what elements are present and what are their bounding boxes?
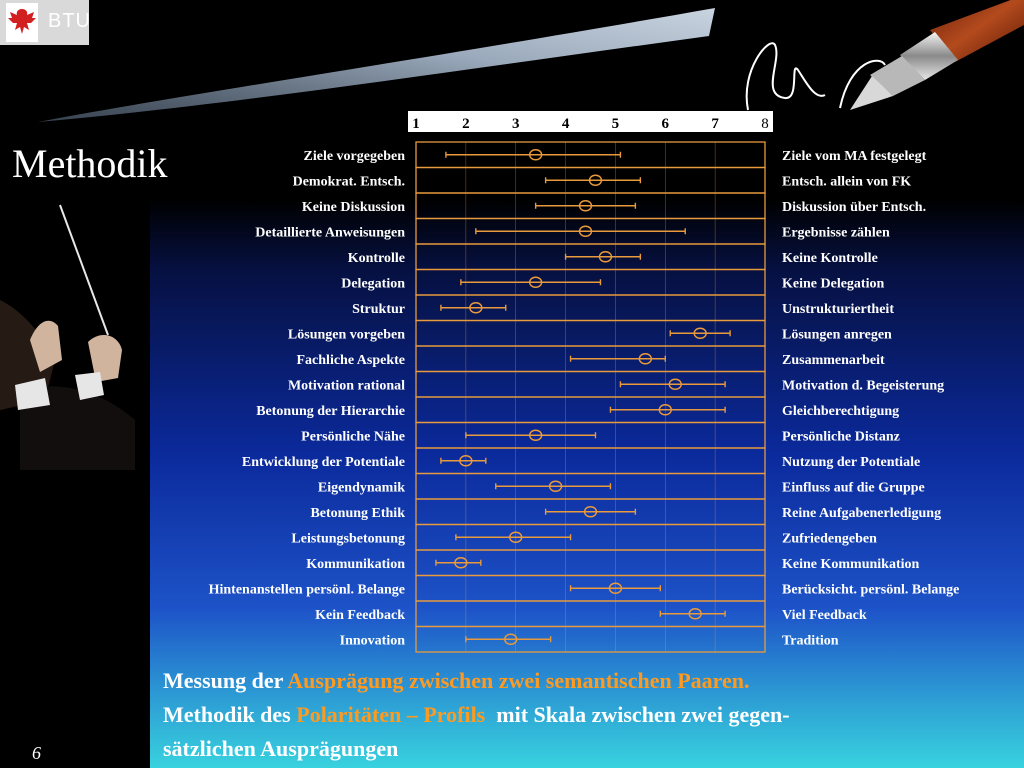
left-pole-label: Struktur xyxy=(352,301,405,317)
caption xyxy=(163,664,1013,766)
left-pole-label: Persönliche Nähe xyxy=(301,429,405,445)
right-pole-label: Entsch. allein von FK xyxy=(782,174,912,190)
left-pole-label: Entwicklung der Potentiale xyxy=(241,454,405,470)
caption-line2-prefix: Methodik des xyxy=(163,702,291,727)
page-number: 6 xyxy=(32,743,41,763)
right-pole-label: Keine Kontrolle xyxy=(782,250,878,266)
right-pole-label: Ergebnisse zählen xyxy=(782,225,890,241)
right-pole-label: Motivation d. Begeisterung xyxy=(782,378,945,394)
right-pole-label: Ziele vom MA festgelegt xyxy=(782,148,927,164)
right-pole-label: Keine Kommunikation xyxy=(782,556,920,572)
right-pole-label: Einfluss auf die Gruppe xyxy=(782,480,925,496)
caption-line-2 xyxy=(163,698,1013,732)
left-pole-label: Betonung der Hierarchie xyxy=(256,403,405,419)
right-pole-label: Unstrukturiertheit xyxy=(782,301,894,317)
left-pole-label: Fachliche Aspekte xyxy=(296,352,405,368)
right-pole-label: Reine Aufgabenerledigung xyxy=(782,505,942,521)
left-pole-label: Leistungsbetonung xyxy=(291,531,405,547)
left-pole-label: Kontrolle xyxy=(347,250,405,266)
right-pole-label: Tradition xyxy=(782,633,839,649)
scale-tick-label: 4 xyxy=(561,116,570,132)
left-pole-label: Innovation xyxy=(339,633,405,649)
scale-tick-label: 5 xyxy=(611,116,620,132)
left-pole-label: Motivation rational xyxy=(287,378,405,394)
left-pole-label: Betonung Ethik xyxy=(310,505,405,521)
scale-tick-label: 3 xyxy=(511,116,520,132)
caption-line1-prefix: Messung der xyxy=(163,668,283,693)
left-pole-label: Keine Diskussion xyxy=(301,199,405,215)
right-pole-label: Nutzung der Potentiale xyxy=(782,454,921,470)
left-pole-label: Demokrat. Entsch. xyxy=(292,174,405,190)
right-pole-label: Zusammenarbeit xyxy=(782,352,885,368)
left-pole-label: Hintenanstellen persönl. Belange xyxy=(208,582,405,598)
left-pole-label: Kommunikation xyxy=(306,556,405,572)
logo-text: BTU xyxy=(48,10,91,32)
caption-line-1 xyxy=(163,664,1013,698)
right-pole-label: Zufriedengeben xyxy=(782,531,877,547)
left-pole-label: Kein Feedback xyxy=(315,607,405,623)
scale-tick-label: 8 xyxy=(761,116,769,132)
caption-line-3: sätzlichen Ausprägungen xyxy=(163,736,399,761)
left-pole-label: Eigendynamik xyxy=(317,480,405,496)
scale-tick-label: 2 xyxy=(462,116,470,132)
right-pole-label: Lösungen anregen xyxy=(782,327,892,343)
scale-tick-label: 7 xyxy=(711,116,719,132)
right-pole-label: Diskussion über Entsch. xyxy=(782,199,927,215)
caption-line2-suffix: mit Skala zwischen zwei gegen- xyxy=(496,702,790,727)
right-pole-label: Viel Feedback xyxy=(782,607,867,623)
slide-title: Methodik xyxy=(12,141,168,186)
scale-tick-label: 1 xyxy=(412,116,420,132)
caption-line1-highlight: Ausprägung zwischen zwei semantischen Paaren. xyxy=(287,668,750,693)
left-pole-label: Ziele vorgegeben xyxy=(303,148,405,164)
left-pole-label: Delegation xyxy=(341,276,405,292)
right-pole-label: Persönliche Distanz xyxy=(782,429,900,445)
left-pole-label: Lösungen vorgeben xyxy=(287,327,405,343)
caption-line2-highlight: Polaritäten – Profils xyxy=(296,702,486,727)
scale-tick-label: 6 xyxy=(661,116,670,132)
right-pole-label: Gleichberechtigung xyxy=(782,403,900,419)
left-pole-label: Detaillierte Anweisungen xyxy=(255,225,405,241)
right-pole-label: Keine Delegation xyxy=(782,276,885,292)
right-pole-label: Berücksicht. persönl. Belange xyxy=(782,582,960,598)
